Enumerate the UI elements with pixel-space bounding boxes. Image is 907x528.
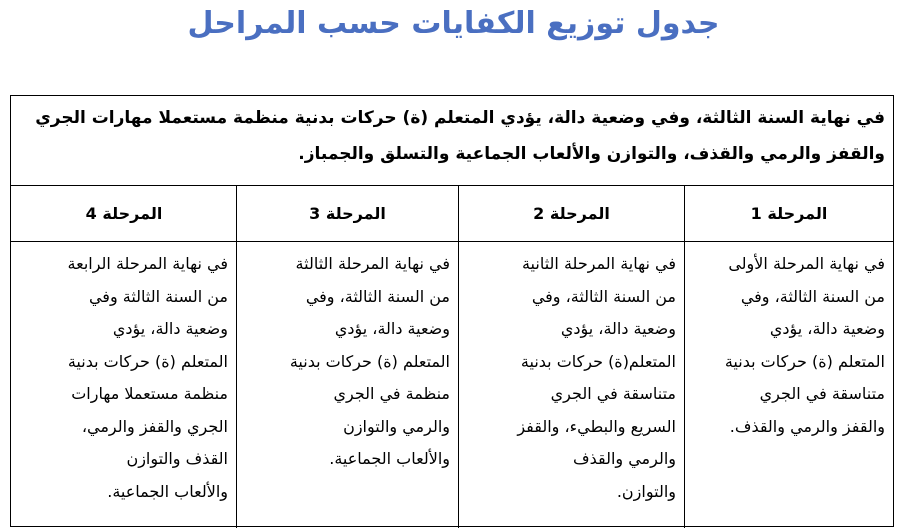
page-title: جدول توزيع الكفايات حسب المراحل — [187, 6, 720, 41]
stage-content-row — [11, 242, 893, 528]
competency-table — [10, 95, 894, 527]
stage-1-description: في نهاية المرحلة الأولى من السنة الثالثة، وفي وضعية دالة، يؤدي المتعلم (ة) حركات بدنية متناسقة في الجري والقفز والرمي والقذف. — [684, 242, 893, 528]
stage-1-header: المرحلة 1 — [684, 186, 893, 241]
stage-2-description: في نهاية المرحلة الثانية من السنة الثالثة، وفي وضعية دالة، يؤدي المتعلم(ة) حركات بدنية متناسقة في الجري السريع والبطيء، والقفز والرمي والقذف والتوازن. — [458, 242, 684, 528]
competency-statement: في نهاية السنة الثالثة، وفي وضعية دالة، يؤدي المتعلم (ة) حركات بدنية منظمة مستعملا مهارات الجري والقفز والرمي والقذف، والتوازن والألعاب الجماعية والتسلق والجمباز. — [11, 96, 893, 186]
stage-3-header: المرحلة 3 — [236, 186, 458, 241]
stage-4-description: في نهاية المرحلة الرابعة من السنة الثالثة وفي وضعية دالة، يؤدي المتعلم (ة) حركات بدنية منظمة مستعملا مهارات الجري والقفز والرمي، القذف والتوازن والألعاب الجماعية. — [67, 254, 228, 501]
stage-header-row — [11, 186, 893, 242]
stage-4-header: المرحلة 4 — [85, 204, 163, 223]
stage-3-description: في نهاية المرحلة الثالثة من السنة الثالثة، وفي وضعية دالة، يؤدي المتعلم (ة) حركات بدنية منظمة في الجري والرمي والتوازن والألعاب الجماعية. — [236, 242, 458, 528]
stage-2-header: المرحلة 2 — [458, 186, 684, 241]
